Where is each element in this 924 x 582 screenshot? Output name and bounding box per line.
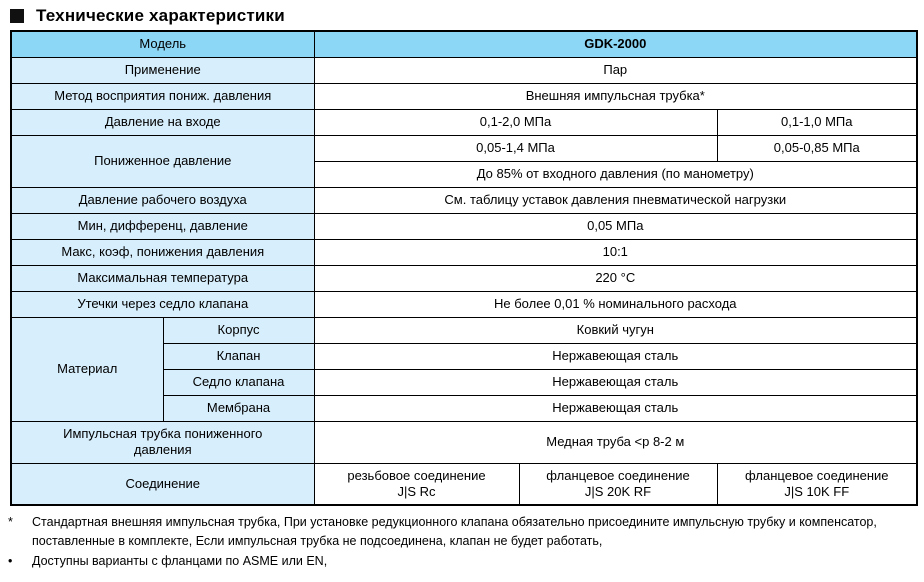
row-max-reduction-ratio xyxy=(11,239,917,265)
connection-label: Соединение xyxy=(11,463,314,505)
reduced-pressure-main: 0,05-1,4 МПа xyxy=(314,135,717,161)
connection-option-threaded-line2: J|S Rc xyxy=(397,483,436,499)
model-value: GDK-2000 xyxy=(314,31,917,57)
row-connection xyxy=(11,463,917,505)
connection-option-flange-10k xyxy=(717,463,917,505)
material-label: Материал xyxy=(11,317,163,421)
sensing-method-label: Метод восприятия пониж. давления xyxy=(11,83,314,109)
row-application xyxy=(11,57,917,83)
row-reduced-pressure-1 xyxy=(11,135,917,161)
row-sensing-method xyxy=(11,83,917,109)
reduced-pressure-note: До 85% от входного давления (по манометру) xyxy=(314,161,917,187)
connection-option-flange-20k-line1: фланцевое соединение xyxy=(546,467,690,483)
row-inlet-pressure xyxy=(11,109,917,135)
seat-leakage-value: Не более 0,01 % номинального расхода xyxy=(314,291,917,317)
page-title: Технические характеристики xyxy=(36,6,285,25)
inlet-pressure-main: 0,1-2,0 МПа xyxy=(314,109,717,135)
max-temperature-value: 220 °C xyxy=(314,265,917,291)
row-material-body xyxy=(11,317,917,343)
row-model xyxy=(11,31,917,57)
model-label: Модель xyxy=(11,31,314,57)
material-value-seat: Нержавеющая сталь xyxy=(314,369,917,395)
max-temperature-label: Максимальная температура xyxy=(11,265,314,291)
footnote-1-text: Стандартная внешняя импульсная трубка, При установке редукционного клапана обязательно присоедините импульсную трубку и компенсатор, поставленные в комплекте, Если импульсная трубка не подсоединена, клапан не будет работать, xyxy=(32,515,877,549)
footnote-2-marker: • xyxy=(8,553,13,568)
row-sensing-pipe xyxy=(11,421,917,463)
seat-leakage-label: Утечки через седло клапана xyxy=(11,291,314,317)
footnote-2 xyxy=(8,552,916,571)
footnote-2-text: Доступны варианты с фланцами по ASME или EN, xyxy=(32,553,328,568)
min-diff-pressure-label: Мин, дифференц, давление xyxy=(11,213,314,239)
footnotes xyxy=(8,513,916,571)
material-value-valve: Нержавеющая сталь xyxy=(314,343,917,369)
sensing-pipe-label: Импульсная трубка пониженного давления xyxy=(11,421,314,463)
material-value-diaphragm: Нержавеющая сталь xyxy=(314,395,917,421)
reduced-pressure-label: Пониженное давление xyxy=(11,135,314,187)
max-reduction-ratio-label: Макс, коэф, понижения давления xyxy=(11,239,314,265)
reduced-pressure-alt: 0,05-0,85 МПа xyxy=(717,135,917,161)
connection-option-flange-10k-line2: J|S 10K FF xyxy=(784,483,850,499)
footnote-1 xyxy=(8,513,916,552)
square-bullet-icon xyxy=(10,9,24,23)
row-max-temperature xyxy=(11,265,917,291)
working-air-pressure-label: Давление рабочего воздуха xyxy=(11,187,314,213)
spec-table xyxy=(10,30,918,506)
max-reduction-ratio-value: 10:1 xyxy=(314,239,917,265)
connection-option-threaded xyxy=(314,463,519,505)
material-part-valve: Клапан xyxy=(163,343,314,369)
section-title-bar xyxy=(0,0,924,30)
inlet-pressure-label: Давление на входе xyxy=(11,109,314,135)
row-seat-leakage xyxy=(11,291,917,317)
connection-option-flange-10k-line1: фланцевое соединение xyxy=(745,467,889,483)
working-air-pressure-value: См. таблицу уставок давления пневматической нагрузки xyxy=(314,187,917,213)
connection-option-flange-20k xyxy=(519,463,717,505)
footnote-1-marker: * xyxy=(8,515,13,529)
connection-option-threaded-line1: резьбовое соединение xyxy=(347,467,486,483)
application-value: Пар xyxy=(314,57,917,83)
row-min-diff-pressure xyxy=(11,213,917,239)
sensing-method-value: Внешняя импульсная трубка* xyxy=(314,83,917,109)
material-value-body: Ковкий чугун xyxy=(314,317,917,343)
min-diff-pressure-value: 0,05 МПа xyxy=(314,213,917,239)
material-part-diaphragm: Мембрана xyxy=(163,395,314,421)
application-label: Применение xyxy=(11,57,314,83)
material-part-body: Корпус xyxy=(163,317,314,343)
inlet-pressure-alt: 0,1-1,0 МПа xyxy=(717,109,917,135)
sensing-pipe-value: Медная труба <p 8-2 м xyxy=(314,421,917,463)
material-part-seat: Седло клапана xyxy=(163,369,314,395)
connection-option-flange-20k-line2: J|S 20K RF xyxy=(584,483,652,499)
row-working-air-pressure xyxy=(11,187,917,213)
